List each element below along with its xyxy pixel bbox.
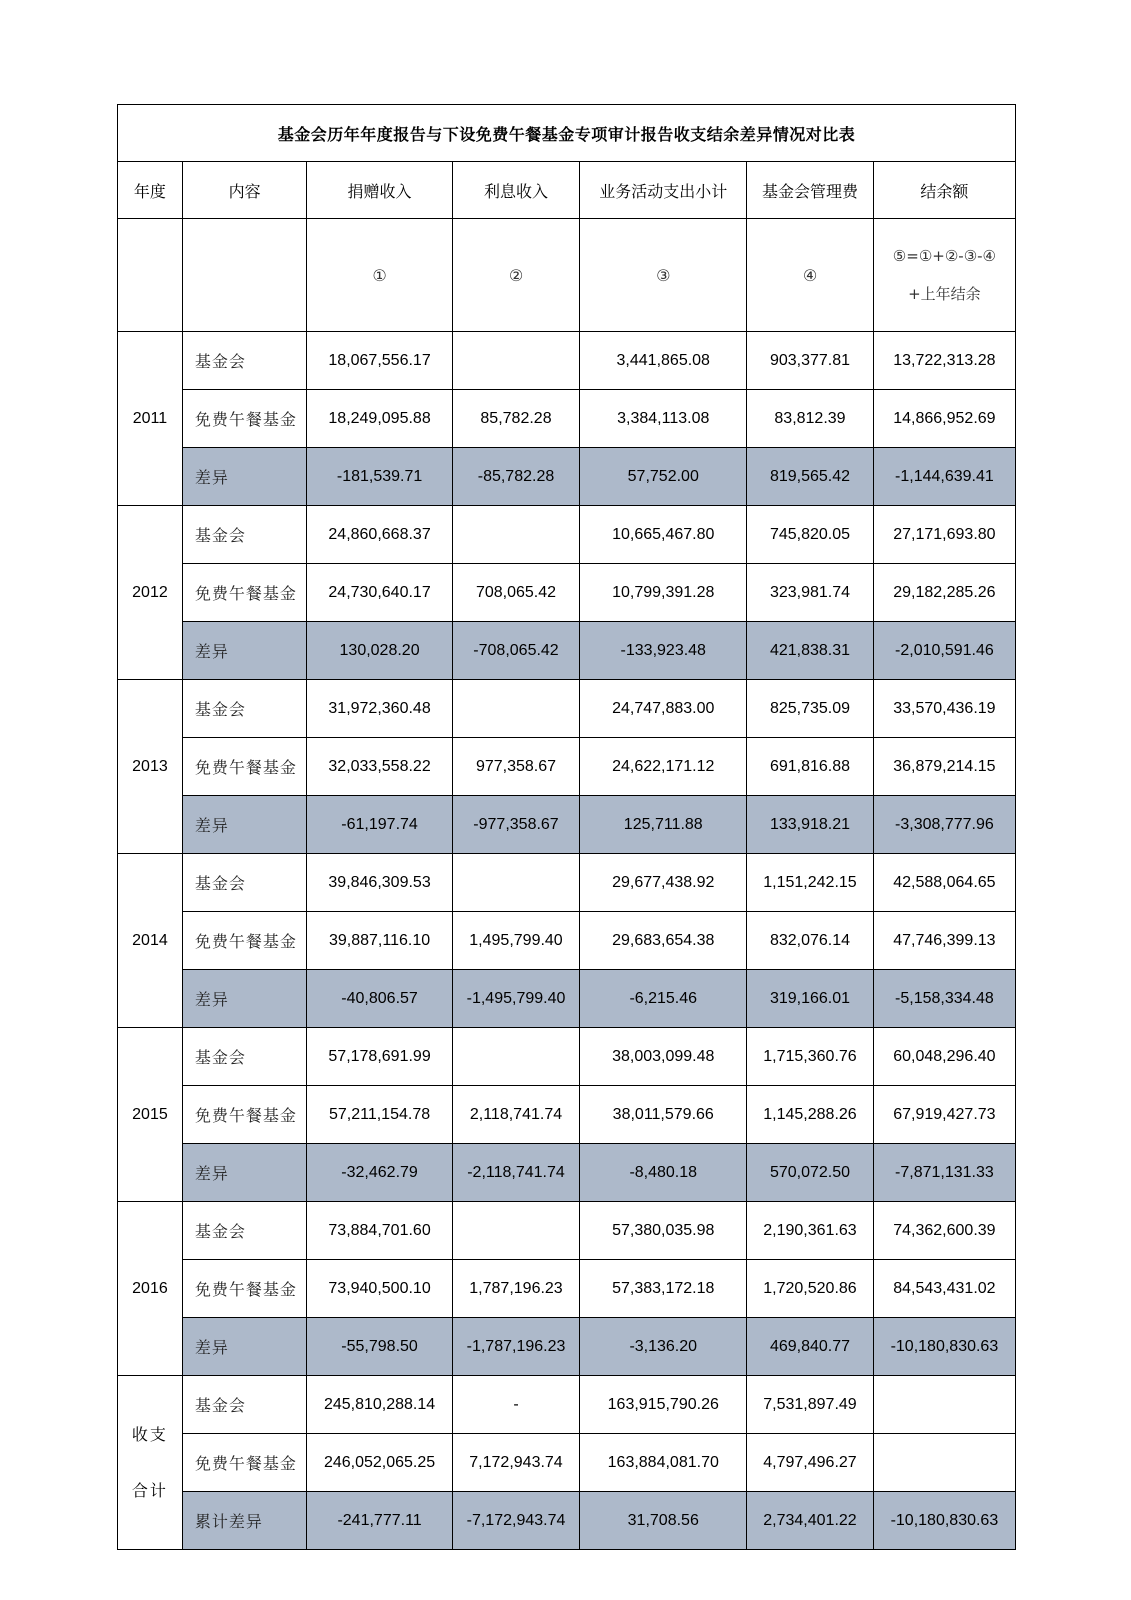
total-cell-admin: 2,734,401.22 [747,1492,874,1550]
cell-admin: 323,981.74 [747,564,874,622]
symbol-row [118,219,1016,332]
cell-expense: 57,752.00 [580,448,747,506]
total-cell-interest: 7,172,943.74 [452,1434,580,1492]
cell-donation: 73,940,500.10 [307,1260,452,1318]
symbol-empty-year [118,219,183,332]
comparison-table [117,104,1016,1550]
totals-label-cell [118,1376,183,1550]
cell-balance: 14,866,952.69 [873,390,1015,448]
row-label-free-lunch: 免费午餐基金 [182,564,307,622]
cell-interest: -1,787,196.23 [452,1318,580,1376]
year-cell: 2016 [118,1202,183,1376]
row-label-foundation: 基金会 [182,1028,307,1086]
cell-admin: 319,166.01 [747,970,874,1028]
cell-interest [452,854,580,912]
total-cell-admin: 7,531,897.49 [747,1376,874,1434]
year-cell: 2013 [118,680,183,854]
cell-expense: 10,799,391.28 [580,564,747,622]
cell-admin: 691,816.88 [747,738,874,796]
total-cell-expense: 163,884,081.70 [580,1434,747,1492]
row-label-difference: 差异 [182,1318,307,1376]
row-label-free-lunch: 免费午餐基金 [182,912,307,970]
table-row [118,1144,1016,1202]
cell-balance: 67,919,427.73 [873,1086,1015,1144]
table-row [118,1260,1016,1318]
cell-expense: 29,683,654.38 [580,912,747,970]
cell-admin: 832,076.14 [747,912,874,970]
row-label-difference: 差异 [182,970,307,1028]
cell-balance: 27,171,693.80 [873,506,1015,564]
cell-balance: 29,182,285.26 [873,564,1015,622]
cell-interest: 708,065.42 [452,564,580,622]
cell-donation: -32,462.79 [307,1144,452,1202]
header-donation-income: 捐赠收入 [307,162,452,219]
cell-balance: 84,543,431.02 [873,1260,1015,1318]
cell-interest: 977,358.67 [452,738,580,796]
cell-balance: 13,722,313.28 [873,332,1015,390]
cell-donation: 130,028.20 [307,622,452,680]
totals-row-label-foundation: 基金会 [182,1376,307,1434]
table-row [118,1202,1016,1260]
cell-admin: 825,735.09 [747,680,874,738]
table-row [118,912,1016,970]
row-label-difference: 差异 [182,1144,307,1202]
table-row [118,390,1016,448]
cell-balance: -2,010,591.46 [873,622,1015,680]
cell-donation: 39,846,309.53 [307,854,452,912]
totals-row [118,1434,1016,1492]
cell-interest: -708,065.42 [452,622,580,680]
header-balance: 结余额 [873,162,1015,219]
table-row [118,970,1016,1028]
header-year: 年度 [118,162,183,219]
cell-interest: -977,358.67 [452,796,580,854]
row-label-difference: 差异 [182,796,307,854]
table-row [118,332,1016,390]
cell-balance: 33,570,436.19 [873,680,1015,738]
table-row [118,796,1016,854]
cell-balance: -1,144,639.41 [873,448,1015,506]
cell-balance: -10,180,830.63 [873,1318,1015,1376]
total-cell-admin: 4,797,496.27 [747,1434,874,1492]
cell-donation: -181,539.71 [307,448,452,506]
total-cell-balance [873,1434,1015,1492]
total-cell-interest: -7,172,943.74 [452,1492,580,1550]
symbol-empty-content [182,219,307,332]
cell-donation: -61,197.74 [307,796,452,854]
table-row [118,1318,1016,1376]
cell-expense: 24,622,171.12 [580,738,747,796]
cell-admin: 570,072.50 [747,1144,874,1202]
cell-admin: 745,820.05 [747,506,874,564]
cell-admin: 819,565.42 [747,448,874,506]
cell-donation: 57,211,154.78 [307,1086,452,1144]
cell-expense: -3,136.20 [580,1318,747,1376]
symbol-admin: ④ [747,219,874,332]
table-row [118,1028,1016,1086]
total-cell-balance [873,1376,1015,1434]
cell-interest: 85,782.28 [452,390,580,448]
row-label-foundation: 基金会 [182,680,307,738]
cell-donation: -55,798.50 [307,1318,452,1376]
symbol-expense: ③ [580,219,747,332]
cell-expense: 125,711.88 [580,796,747,854]
cell-expense: 29,677,438.92 [580,854,747,912]
cell-donation: 39,887,116.10 [307,912,452,970]
cell-expense: 10,665,467.80 [580,506,747,564]
cell-balance: 74,362,600.39 [873,1202,1015,1260]
cell-admin: 1,145,288.26 [747,1086,874,1144]
table-title: 基金会历年年度报告与下设免费午餐基金专项审计报告收支结余差异情况对比表 [118,105,1016,162]
table-row [118,854,1016,912]
cell-admin: 903,377.81 [747,332,874,390]
cell-expense: 24,747,883.00 [580,680,747,738]
year-cell: 2011 [118,332,183,506]
table-row [118,448,1016,506]
row-label-difference: 差异 [182,622,307,680]
cell-donation: 18,249,095.88 [307,390,452,448]
cell-expense: 3,384,113.08 [580,390,747,448]
header-admin-fee: 基金会管理费 [747,162,874,219]
cell-donation: 24,860,668.37 [307,506,452,564]
symbol-balance-formula [873,219,1015,332]
cell-expense: -133,923.48 [580,622,747,680]
totals-row-label-difference: 累计差异 [182,1492,307,1550]
row-label-foundation: 基金会 [182,332,307,390]
total-cell-balance: -10,180,830.63 [873,1492,1015,1550]
cell-donation: 31,972,360.48 [307,680,452,738]
cell-expense: 57,380,035.98 [580,1202,747,1260]
cell-admin: 469,840.77 [747,1318,874,1376]
cell-expense: 3,441,865.08 [580,332,747,390]
cell-expense: -6,215.46 [580,970,747,1028]
balance-formula-line2: +上年结余 [908,285,981,303]
totals-row [118,1492,1016,1550]
header-row [118,162,1016,219]
cell-expense: 38,011,579.66 [580,1086,747,1144]
row-label-free-lunch: 免费午餐基金 [182,1086,307,1144]
total-cell-donation: 246,052,065.25 [307,1434,452,1492]
balance-formula-line1: ⑤=①+②-③-④ [892,247,996,265]
cell-interest: 2,118,741.74 [452,1086,580,1144]
cell-interest: -85,782.28 [452,448,580,506]
row-label-difference: 差异 [182,448,307,506]
cell-interest [452,680,580,738]
cell-donation: 24,730,640.17 [307,564,452,622]
symbol-interest: ② [452,219,580,332]
cell-interest: 1,495,799.40 [452,912,580,970]
header-interest-income: 利息收入 [452,162,580,219]
cell-donation: 57,178,691.99 [307,1028,452,1086]
row-label-foundation: 基金会 [182,854,307,912]
cell-admin: 2,190,361.63 [747,1202,874,1260]
row-label-free-lunch: 免费午餐基金 [182,1260,307,1318]
cell-admin: 1,720,520.86 [747,1260,874,1318]
total-cell-donation: 245,810,288.14 [307,1376,452,1434]
cell-admin: 133,918.21 [747,796,874,854]
table-row [118,738,1016,796]
table-row [118,1086,1016,1144]
totals-label-line2: 合计 [131,1480,168,1500]
cell-donation: 18,067,556.17 [307,332,452,390]
cell-balance: -3,308,777.96 [873,796,1015,854]
table-row [118,680,1016,738]
row-label-foundation: 基金会 [182,506,307,564]
year-cell: 2012 [118,506,183,680]
table-row [118,506,1016,564]
totals-row-label-free-lunch: 免费午餐基金 [182,1434,307,1492]
table-row [118,622,1016,680]
cell-interest [452,1202,580,1260]
row-label-free-lunch: 免费午餐基金 [182,390,307,448]
totals-label-line1: 收支 [131,1424,168,1444]
cell-donation: 73,884,701.60 [307,1202,452,1260]
cell-admin: 421,838.31 [747,622,874,680]
cell-expense: 38,003,099.48 [580,1028,747,1086]
cell-balance: 36,879,214.15 [873,738,1015,796]
cell-donation: 32,033,558.22 [307,738,452,796]
total-cell-interest: - [452,1376,580,1434]
cell-balance: 42,588,064.65 [873,854,1015,912]
cell-interest [452,1028,580,1086]
cell-interest [452,332,580,390]
header-activity-expense: 业务活动支出小计 [580,162,747,219]
row-label-free-lunch: 免费午餐基金 [182,738,307,796]
symbol-donation: ① [307,219,452,332]
cell-balance: 47,746,399.13 [873,912,1015,970]
cell-expense: 57,383,172.18 [580,1260,747,1318]
cell-interest: 1,787,196.23 [452,1260,580,1318]
year-cell: 2014 [118,854,183,1028]
cell-interest: -2,118,741.74 [452,1144,580,1202]
total-cell-expense: 31,708.56 [580,1492,747,1550]
cell-interest [452,506,580,564]
row-label-foundation: 基金会 [182,1202,307,1260]
cell-balance: -7,871,131.33 [873,1144,1015,1202]
header-content: 内容 [182,162,307,219]
cell-expense: -8,480.18 [580,1144,747,1202]
cell-admin: 83,812.39 [747,390,874,448]
cell-balance: -5,158,334.48 [873,970,1015,1028]
cell-donation: -40,806.57 [307,970,452,1028]
cell-interest: -1,495,799.40 [452,970,580,1028]
comparison-table-container [117,104,1016,1550]
year-cell: 2015 [118,1028,183,1202]
cell-admin: 1,715,360.76 [747,1028,874,1086]
table-row [118,564,1016,622]
cell-balance: 60,048,296.40 [873,1028,1015,1086]
totals-row [118,1376,1016,1434]
cell-admin: 1,151,242.15 [747,854,874,912]
total-cell-donation: -241,777.11 [307,1492,452,1550]
total-cell-expense: 163,915,790.26 [580,1376,747,1434]
